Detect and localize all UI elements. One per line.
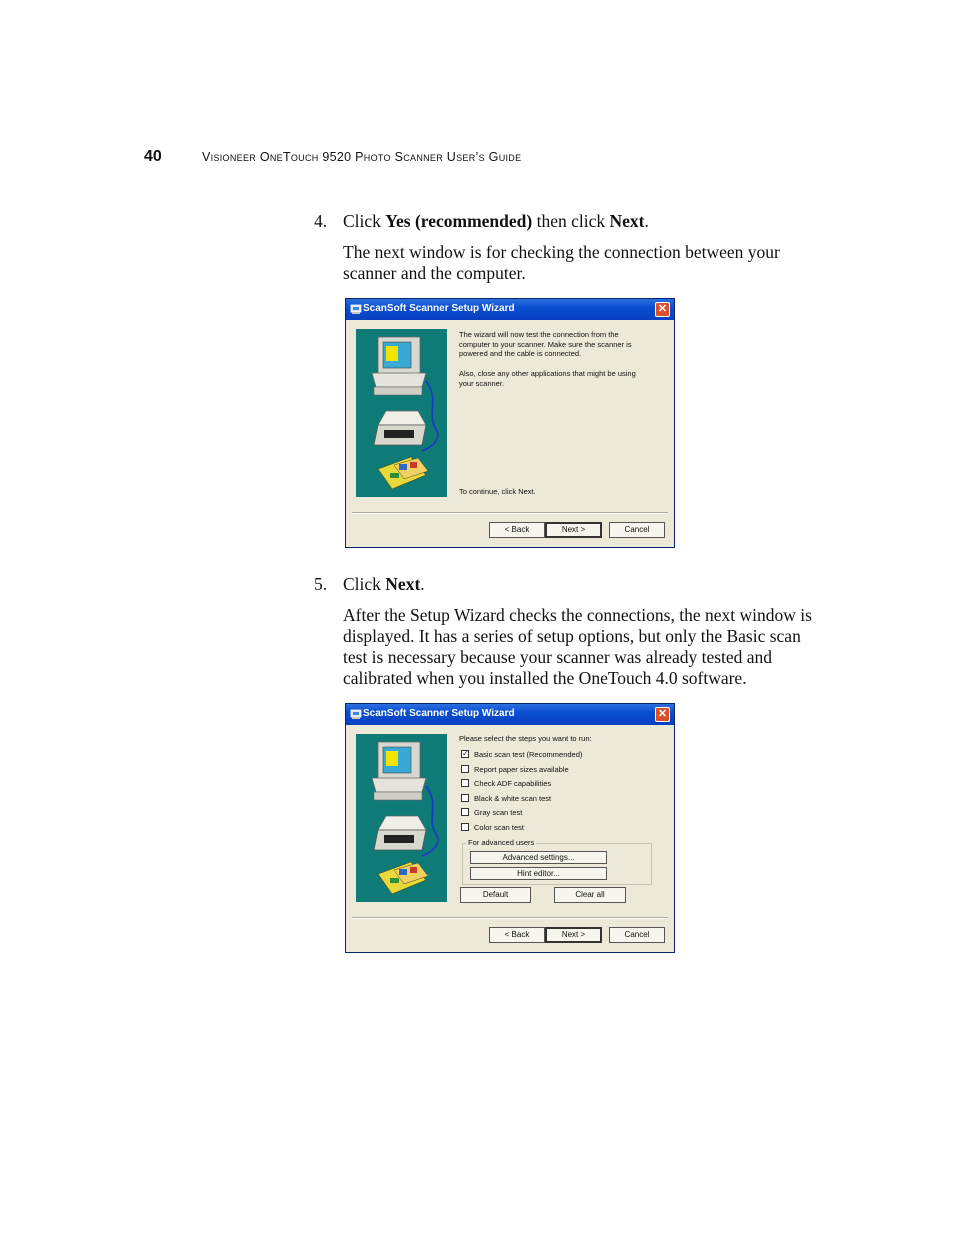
next-button[interactable]: Next > (545, 522, 602, 538)
option-label: Black & white scan test (474, 794, 552, 803)
clear-all-button[interactable]: Clear all (554, 887, 626, 903)
group-label: For advanced users (468, 838, 535, 847)
step-5-paragraph: After the Setup Wizard checks the connections, the next window is displayed. It has a series of setup options, but only the Basic scan test is necessary because your scanner was already tested and calibrated when you installed the OneTouch 4.0 software. (343, 605, 812, 688)
default-button[interactable]: Default (460, 887, 531, 903)
cancel-button[interactable]: Cancel (609, 927, 665, 943)
checkbox[interactable] (461, 779, 469, 787)
checkbox[interactable] (461, 794, 469, 802)
wizard-illustration (356, 734, 447, 902)
setup-wizard-dialog-connection (345, 298, 675, 548)
dialog-divider (352, 917, 668, 919)
checkbox-checked[interactable]: ✓ (462, 749, 469, 758)
close-icon[interactable]: ✕ (655, 707, 670, 722)
option-label: Check ADF capabilities (474, 779, 552, 788)
step-4 (314, 211, 814, 232)
cancel-button[interactable]: Cancel (609, 522, 665, 538)
step-number: 5. (314, 574, 328, 594)
step-instruction: Click Yes (recommended) then click Next. (343, 211, 649, 231)
dialog-message-1: The wizard will now test the connection from the computer to your scanner. Make sure the scanner is powered and the cable is connected. (459, 330, 632, 358)
scanner-app-icon (350, 708, 362, 720)
scanner-app-icon (350, 303, 362, 315)
back-button[interactable]: < Back (489, 927, 545, 943)
advanced-settings-button[interactable]: Advanced settings... (470, 851, 607, 864)
step-instruction: Click Next. (343, 574, 425, 594)
setup-wizard-dialog-options (345, 703, 675, 953)
checkbox[interactable] (461, 823, 469, 831)
wizard-illustration (356, 329, 447, 497)
hint-editor-button[interactable]: Hint editor... (470, 867, 607, 880)
next-button[interactable]: Next > (545, 927, 602, 943)
step-number: 4. (314, 211, 328, 231)
back-button[interactable]: < Back (489, 522, 545, 538)
dialog-title: ScanSoft Scanner Setup Wizard (363, 303, 515, 314)
dialog-title: ScanSoft Scanner Setup Wizard (363, 708, 515, 719)
dialog-title-bar[interactable] (346, 299, 674, 320)
options-prompt: Please select the steps you want to run: (459, 734, 592, 743)
page-number: 40 (144, 148, 162, 165)
option-label: Report paper sizes available (474, 765, 569, 774)
dialog-divider (352, 512, 668, 514)
checkbox[interactable] (461, 765, 469, 773)
running-header-title: Visioneer OneTouch 9520 Photo Scanner User’s Guide (202, 150, 522, 164)
step-5 (314, 574, 614, 595)
option-label: Color scan test (474, 823, 525, 832)
step-4-paragraph: The next window is for checking the connection between your scanner and the computer. (343, 242, 780, 283)
checkbox[interactable] (461, 808, 469, 816)
option-label: Basic scan test (Recommended) (474, 750, 583, 759)
close-icon[interactable]: ✕ (655, 302, 670, 317)
dialog-message-2: Also, close any other applications that might be using your scanner. (459, 369, 636, 388)
option-label: Gray scan test (474, 808, 523, 817)
advanced-users-group (462, 838, 652, 885)
dialog-title-bar[interactable] (346, 704, 674, 725)
dialog-message-continue: To continue, click Next. (459, 487, 536, 496)
